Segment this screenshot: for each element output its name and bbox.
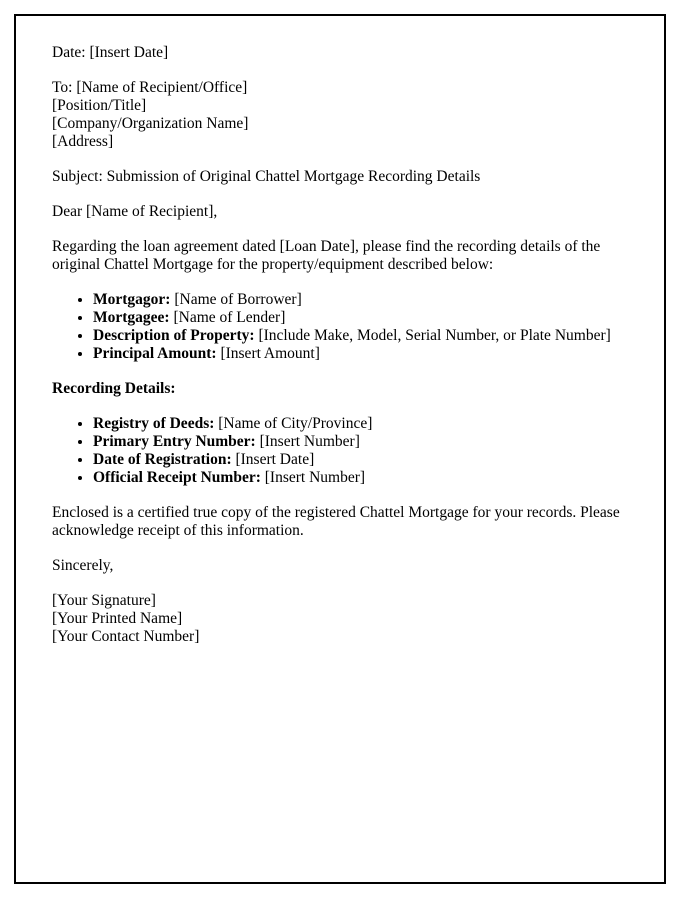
list-item-entry-number <box>93 433 628 451</box>
recipient-line-company: [Company/Organization Name] <box>52 115 249 132</box>
item-label: Mortgagor: <box>93 291 171 308</box>
item-label: Date of Registration: <box>93 451 232 468</box>
recipient-line-office: To: [Name of Recipient/Office] <box>52 79 248 96</box>
closing-paragraph: Enclosed is a certified true copy of the registered Chattel Mortgage for your records. Please acknowledge receipt of this information. <box>52 504 620 539</box>
printed-name-line: [Your Printed Name] <box>52 610 183 627</box>
mortgage-details-list <box>52 291 628 363</box>
item-value: [Include Make, Model, Serial Number, or Plate Number] <box>258 327 611 344</box>
item-value: [Name of Lender] <box>173 309 286 326</box>
item-label: Registry of Deeds: <box>93 415 215 432</box>
list-item-principal-amount <box>93 345 628 363</box>
item-value: [Name of Borrower] <box>174 291 302 308</box>
date-line: Date: [Insert Date] <box>52 44 169 61</box>
letter-page <box>14 14 666 884</box>
item-value: [Insert Date] <box>235 451 315 468</box>
salutation: Dear [Name of Recipient], <box>52 203 218 220</box>
item-label: Principal Amount: <box>93 345 217 362</box>
list-item-mortgagor <box>93 291 628 309</box>
item-label: Description of Property: <box>93 327 255 344</box>
signature-line: [Your Signature] <box>52 592 156 609</box>
list-item-property-description <box>93 327 628 345</box>
recipient-line-address: [Address] <box>52 133 114 150</box>
recipient-line-position: [Position/Title] <box>52 97 147 114</box>
list-item-registration-date <box>93 451 628 469</box>
list-item-mortgagee <box>93 309 628 327</box>
sign-off: Sincerely, <box>52 557 114 574</box>
list-item-receipt-number <box>93 469 628 487</box>
item-value: [Name of City/Province] <box>218 415 373 432</box>
item-label: Official Receipt Number: <box>93 469 261 486</box>
recipient-block <box>52 79 628 151</box>
recording-details-list <box>52 415 628 487</box>
item-label: Primary Entry Number: <box>93 433 256 450</box>
item-label: Mortgagee: <box>93 309 170 326</box>
intro-paragraph: Regarding the loan agreement dated [Loan Date], please find the recording details of the original Chattel Mortgage for the property/equipment described below: <box>52 238 601 273</box>
item-value: [Insert Number] <box>264 469 366 486</box>
item-value: [Insert Amount] <box>220 345 320 362</box>
recording-details-heading: Recording Details: <box>52 380 176 397</box>
subject-line: Subject: Submission of Original Chattel Mortgage Recording Details <box>52 168 481 185</box>
signature-block <box>52 592 628 646</box>
list-item-registry <box>93 415 628 433</box>
contact-number-line: [Your Contact Number] <box>52 628 200 645</box>
item-value: [Insert Number] <box>259 433 360 450</box>
